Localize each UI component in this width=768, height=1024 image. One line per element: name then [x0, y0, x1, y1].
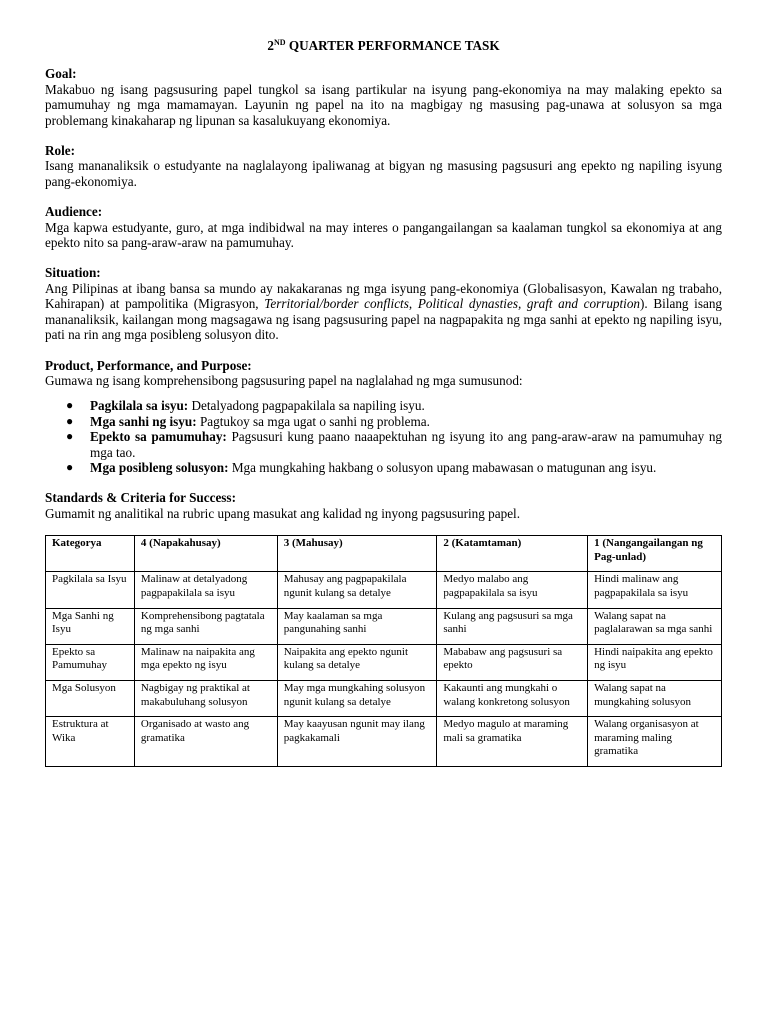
- table-cell: Mahusay ang pagpapakilala ngunit kulang sa detalye: [277, 572, 437, 608]
- table-cell: Malinaw na naipakita ang mga epekto ng isyu: [134, 644, 277, 680]
- table-cell: Nagbigay ng praktikal at makabuluhang solusyon: [134, 680, 277, 716]
- product-section: [45, 358, 722, 476]
- table-row: [46, 644, 722, 680]
- list-item: ● Mga posibleng solusyon: Mga mungkahing hakbang o solusyon upang mabawasan o matugunan ang isyu.: [66, 459, 657, 475]
- audience-text: Mga kapwa estudyante, guro, at mga indibidwal na may interes o pangangailangan sa kaalaman tungkol sa ekonomiya at ang epekto nito sa pang-araw-araw na pamumuhay.: [45, 219, 722, 251]
- column-header: Kategorya: [46, 536, 135, 572]
- document-page: [45, 38, 722, 767]
- goal-heading: Goal:: [45, 66, 77, 82]
- table-cell: May mga mungkahing solusyon ngunit kulang sa detalye: [277, 680, 437, 716]
- situation-text: Ang Pilipinas at ibang bansa sa mundo ay nakakaranas ng mga isyung pang-ekonomiya (Globalisasyon, Kawalan ng trabaho, Kahirapan) at pampolitika (Migrasyon, Territorial/border conflicts, Political dynasties, graft and corruption). Bilang isang mananaliksik, kailangan mong magsagawa ng isang pagsusuring papel na nagpapakita ng mga sanhi at epekto ng napiling isyu, pati na rin ang mga posibleng solusyon dito.: [45, 280, 723, 343]
- bullet-icon: ●: [66, 413, 74, 428]
- table-cell: Mga Sanhi ng Isyu: [46, 608, 135, 644]
- bullet-icon: ●: [66, 429, 74, 444]
- situation-heading: Situation:: [45, 265, 101, 281]
- column-header: 1 (Nangangailangan ng Pag-unlad): [588, 536, 722, 572]
- table-row: [46, 572, 722, 608]
- table-cell: Medyo magulo at maraming mali sa gramatika: [437, 717, 588, 767]
- table-cell: Komprehensibong pagtatala ng mga sanhi: [134, 608, 277, 644]
- table-cell: Malinaw at detalyadong pagpapakilala sa isyu: [134, 572, 277, 608]
- role-heading: Role:: [45, 143, 76, 159]
- table-cell: Kulang ang pagsusuri sa mga sanhi: [437, 608, 588, 644]
- table-row: [46, 608, 722, 644]
- product-text: Gumawa ng isang komprehensibong pagsusuring papel na naglalahad ng mga sumusunod:: [45, 372, 523, 388]
- standards-heading: Standards & Criteria for Success:: [45, 490, 236, 506]
- table-cell: Epekto sa Pamumuhay: [46, 644, 135, 680]
- table-cell: Walang sapat na mungkahing solusyon: [588, 680, 722, 716]
- table-cell: Organisado at wasto ang gramatika: [134, 717, 277, 767]
- table-cell: Mababaw ang pagsusuri sa epekto: [437, 644, 588, 680]
- page-title: 2ND QUARTER PERFORMANCE TASK: [267, 38, 500, 53]
- product-bullet-list: [45, 398, 722, 475]
- product-heading: Product, Performance, and Purpose:: [45, 357, 252, 373]
- table-cell: Estruktura at Wika: [46, 717, 135, 767]
- column-header: 4 (Napakahusay): [134, 536, 277, 572]
- bullet-icon: ●: [66, 459, 74, 474]
- rubric-table: [45, 535, 722, 767]
- table-cell: May kaalaman sa mga pangunahing sanhi: [277, 608, 437, 644]
- role-section: [45, 143, 722, 189]
- standards-text: Gumamit ng analitikal na rubric upang masukat ang kalidad ng inyong pagsusuring papel.: [45, 505, 521, 521]
- table-cell: Hindi malinaw ang pagpapakilala sa isyu: [588, 572, 722, 608]
- table-cell: Mga Solusyon: [46, 680, 135, 716]
- standards-section: [45, 490, 722, 521]
- table-cell: Walang organisasyon at maraming maling gramatika: [588, 717, 722, 767]
- table-cell: Pagkilala sa Isyu: [46, 572, 135, 608]
- situation-section: [45, 265, 722, 342]
- column-header: 3 (Mahusay): [277, 536, 437, 572]
- table-cell: Walang sapat na paglalarawan sa mga sanhi: [588, 608, 722, 644]
- table-cell: Hindi naipakita ang epekto ng isyu: [588, 644, 722, 680]
- audience-heading: Audience:: [45, 204, 103, 220]
- table-header-row: [46, 536, 722, 572]
- table-cell: Kakaunti ang mungkahi o walang konkretong solusyon: [437, 680, 588, 716]
- goal-text: Makabuo ng isang pagsusuring papel tungkol sa isang partikular na isyung pang-ekonomiya na may malaking epekto sa pamumuhay ng mga mamamayan. Layunin ng papel na ito na magbigay ng masusing pag-unawa at solusyon sa mga problemang kinakaharap ng lipunan sa kasalukuyang ekonomiya.: [45, 81, 722, 128]
- list-item: ● Epekto sa pamumuhay: Pagsusuri kung paano naaapektuhan ng isyung ito ang pang-araw-araw na pamumuhay ng mga tao.: [66, 429, 723, 460]
- audience-section: [45, 204, 722, 250]
- list-item: ● Pagkilala sa isyu: Detalyadong pagpapakilala sa napiling isyu.: [66, 398, 425, 414]
- bullet-icon: ●: [66, 398, 74, 413]
- table-row: [46, 680, 722, 716]
- column-header: 2 (Katamtaman): [437, 536, 588, 572]
- table-row: [46, 717, 722, 767]
- list-item: ● Mga sanhi ng isyu: Pagtukoy sa mga ugat o sanhi ng problema.: [66, 413, 430, 429]
- table-cell: Naipakita ang epekto ngunit kulang sa detalye: [277, 644, 437, 680]
- goal-section: [45, 66, 722, 128]
- table-cell: Medyo malabo ang pagpapakilala sa isyu: [437, 572, 588, 608]
- table-cell: May kaayusan ngunit may ilang pagkakamali: [277, 717, 437, 767]
- title-superscript: ND: [273, 38, 286, 47]
- role-text: Isang mananaliksik o estudyante na naglalayong ipaliwanag at bigyan ng masusing pagsusuri ang epekto ng napiling isyung pang-ekonomiya.: [45, 158, 722, 189]
